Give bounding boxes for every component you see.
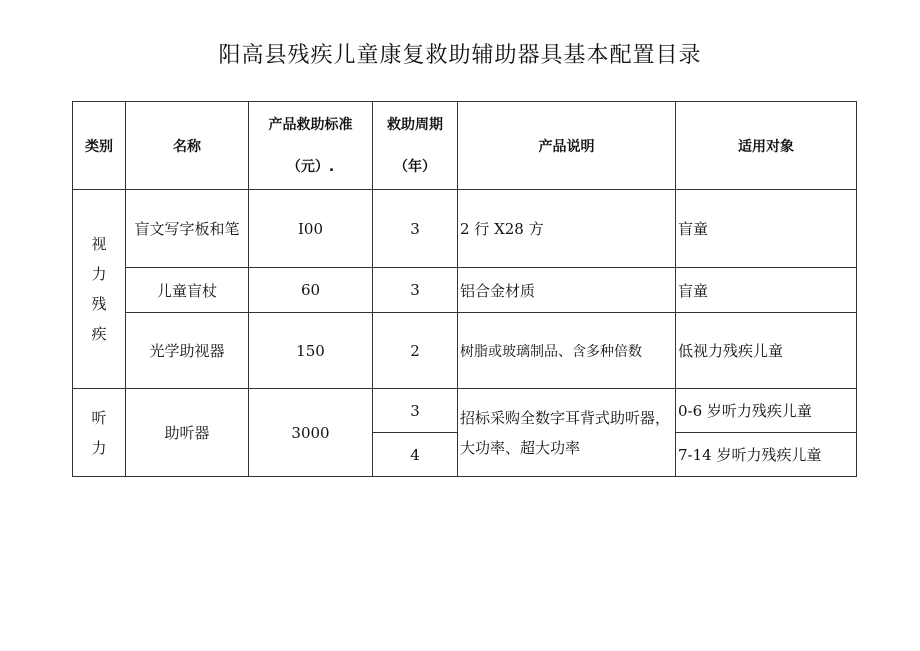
item-name: 盲文写字板和笔: [126, 190, 249, 268]
item-target: 0-6 岁听力残疾儿童: [676, 389, 857, 433]
item-period: 3: [373, 268, 458, 313]
equipment-table: [72, 101, 857, 477]
header-target: 适用对象: [676, 102, 857, 190]
item-period: 3: [373, 190, 458, 268]
item-target: 盲童: [676, 190, 857, 268]
header-period-line1: 救助周期: [387, 116, 443, 133]
item-target: 7-14 岁听力残疾儿童: [676, 433, 857, 477]
item-name: 光学助视器: [126, 313, 249, 389]
header-category: 类别: [73, 102, 126, 190]
item-standard: I00: [249, 190, 373, 268]
header-standard-line1: 产品救助标准: [268, 116, 353, 133]
table-row: [73, 268, 857, 313]
item-period: 4: [373, 433, 458, 477]
item-period: 2: [373, 313, 458, 389]
table-row: [73, 389, 857, 433]
item-standard: 60: [249, 268, 373, 313]
header-name: 名称: [126, 102, 249, 190]
category-char: 视: [91, 235, 107, 253]
item-period: 3: [373, 389, 458, 433]
item-description: 招标采购全数字耳背式助听器，大功率、超大功率: [458, 389, 676, 477]
header-standard-line2: （元）.: [286, 158, 335, 175]
item-description: 树脂或玻璃制品、含多种倍数: [458, 313, 676, 389]
item-description: 2 行 X28 方: [458, 190, 676, 268]
header-description: 产品说明: [458, 102, 676, 190]
category-char: 听: [91, 408, 107, 427]
item-target: 低视力残疾儿童: [676, 313, 857, 389]
category-char: 力: [91, 265, 107, 283]
item-target: 盲童: [676, 268, 857, 313]
category-hearing: [73, 389, 126, 477]
item-name: 儿童盲杖: [126, 268, 249, 313]
item-name: 助听器: [126, 389, 249, 477]
header-period-line2: （年）: [394, 158, 436, 175]
item-description: 铝合金材质: [458, 268, 676, 313]
header-standard: [249, 102, 373, 190]
header-period: [373, 102, 458, 190]
category-vision: [73, 190, 126, 389]
page-title: 阳高县残疾儿童康复救助辅助器具基本配置目录: [218, 43, 702, 68]
category-char: 残: [91, 295, 107, 313]
table-row: [73, 190, 857, 268]
category-char: 力: [91, 438, 107, 457]
category-char: 疾: [91, 325, 107, 343]
table-row: [73, 313, 857, 389]
item-standard: 3000: [249, 389, 373, 477]
header-row: [73, 102, 857, 190]
item-standard: 150: [249, 313, 373, 389]
